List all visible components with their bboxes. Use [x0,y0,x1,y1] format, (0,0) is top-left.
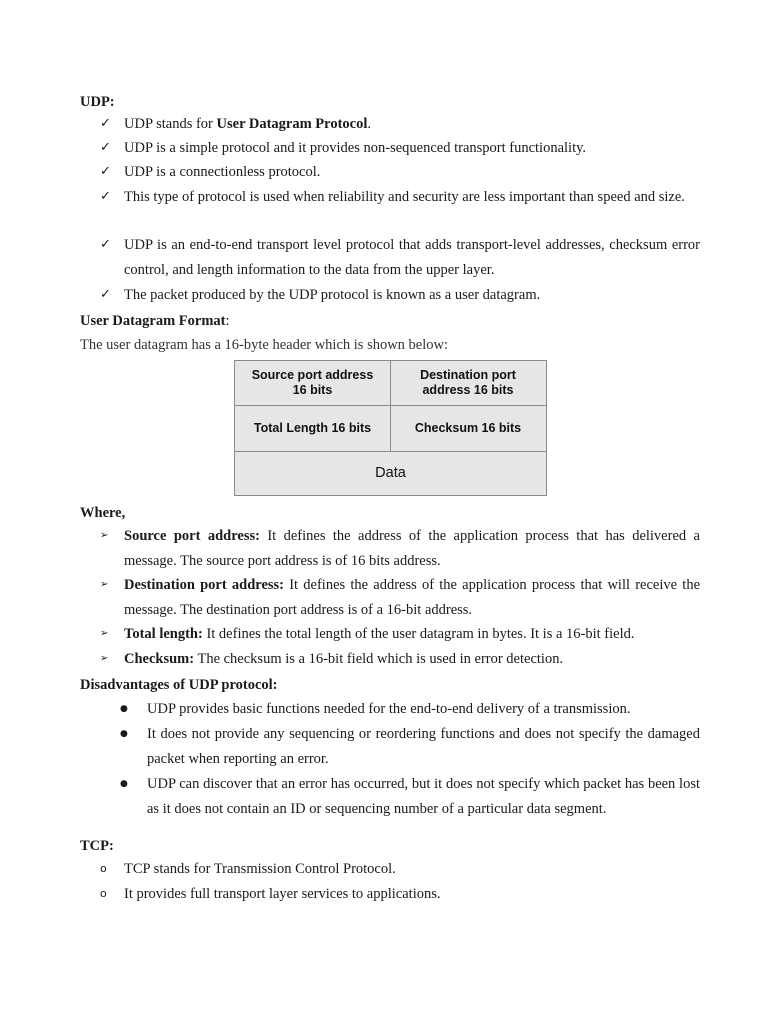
disadvantage-text: UDP can discover that an error has occurred, but it does not specify which packet has been lost as it does not contain an ID or sequencing number of a particular data segment. [147,776,700,817]
format-heading: User Datagram Format: [80,313,230,329]
circle-bullet-icon: o [100,887,107,900]
arrow-bullet-icon: ➢ [100,653,109,664]
udp-item-text: The packet produced by the UDP protocol is known as a user datagram. [124,287,541,303]
check-icon: ✓ [100,140,111,155]
disadvantage-item [120,697,700,722]
udp-item-text: UDP is an end-to-end transport level protocol that adds transport-level addresses, checksum error control, and length information to the data from the upper layer. [124,237,700,278]
destination-port-cell: Destination port address 16 bits [420,368,516,397]
udp-list-item [100,136,700,161]
datagram-row [235,361,546,406]
disadvantages-heading: Disadvantages of UDP protocol: [80,677,278,693]
data-cell: Data [375,465,406,481]
udp-heading: UDP: [80,94,115,110]
datagram-row [235,452,546,495]
udp-list-item [100,233,700,282]
tcp-item-text: TCP stands for Transmission Control Protocol. [124,861,396,877]
field-description: The checksum is a 16-bit field which is used in error detection. [194,651,564,667]
udp-list-item: ✓ UDP stands for User Datagram Protocol. [100,112,700,137]
field-term: Source port address: [124,528,260,544]
field-term: Checksum: [124,651,195,667]
where-heading: Where, [80,505,126,521]
arrow-bullet-icon: ➢ [100,579,109,590]
field-definition-item [100,573,700,622]
bullet-dot-icon: ● [120,704,128,714]
field-term: Destination port address: [124,577,284,593]
udp-list-item [100,283,700,308]
udp-full-name: User Datagram Protocol [216,116,368,132]
tcp-list-item [100,882,700,907]
bullet-dot-icon: ● [120,779,128,789]
tcp-item-text: It provides full transport layer services to applications. [124,886,441,902]
arrow-bullet-icon: ➢ [100,530,109,541]
bullet-dot-icon: ● [120,729,128,739]
total-length-cell: Total Length 16 bits [235,406,391,451]
datagram-row [235,406,546,452]
disadvantage-item [120,772,700,821]
check-icon: ✓ [100,287,111,302]
field-description: It defines the total length of the user datagram in bytes. It is a 16-bit field. [202,626,635,642]
disadvantage-text: It does not provide any sequencing or reordering functions and does not specify the damaged packet when reporting an error. [147,726,700,767]
circle-bullet-icon: o [100,862,107,875]
tcp-list-item [100,857,700,882]
field-description: It defines the address of the application process that has delivered a message. The source port address is of 16 bits address. [124,528,700,569]
check-icon: ✓ [100,164,111,179]
field-term: Total length: [124,626,203,642]
arrow-bullet-icon: ➢ [100,628,109,639]
udp-list-item [100,185,700,210]
udp-list-item [100,160,700,185]
disadvantage-text: UDP provides basic functions needed for the end-to-end delivery of a transmission. [147,701,631,717]
field-definition-item [100,622,700,647]
check-icon: ✓ [100,116,111,131]
checksum-cell: Checksum 16 bits [414,421,522,435]
tcp-heading: TCP: [80,838,114,854]
udp-item-text: UDP is a simple protocol and it provides non-sequenced transport functionality. [124,140,587,156]
format-intro: The user datagram has a 16-byte header which is shown below: [80,337,449,353]
field-definition-item [100,647,700,672]
check-icon: ✓ [100,237,111,252]
udp-item-text: UDP stands for [124,116,217,132]
field-description: It defines the address of the application process that will receive the message. The destination port address is of a 16-bit address. [124,577,700,618]
datagram-header-diagram [234,360,547,496]
udp-item-text: UDP is a connectionless protocol. [124,164,321,180]
field-definition-item [100,524,700,573]
disadvantage-item [120,722,700,771]
source-port-cell: Source port address 16 bits [235,361,391,405]
udp-item-text: This type of protocol is used when reliability and security are less important than speed and size. [124,189,685,205]
check-icon: ✓ [100,189,111,204]
